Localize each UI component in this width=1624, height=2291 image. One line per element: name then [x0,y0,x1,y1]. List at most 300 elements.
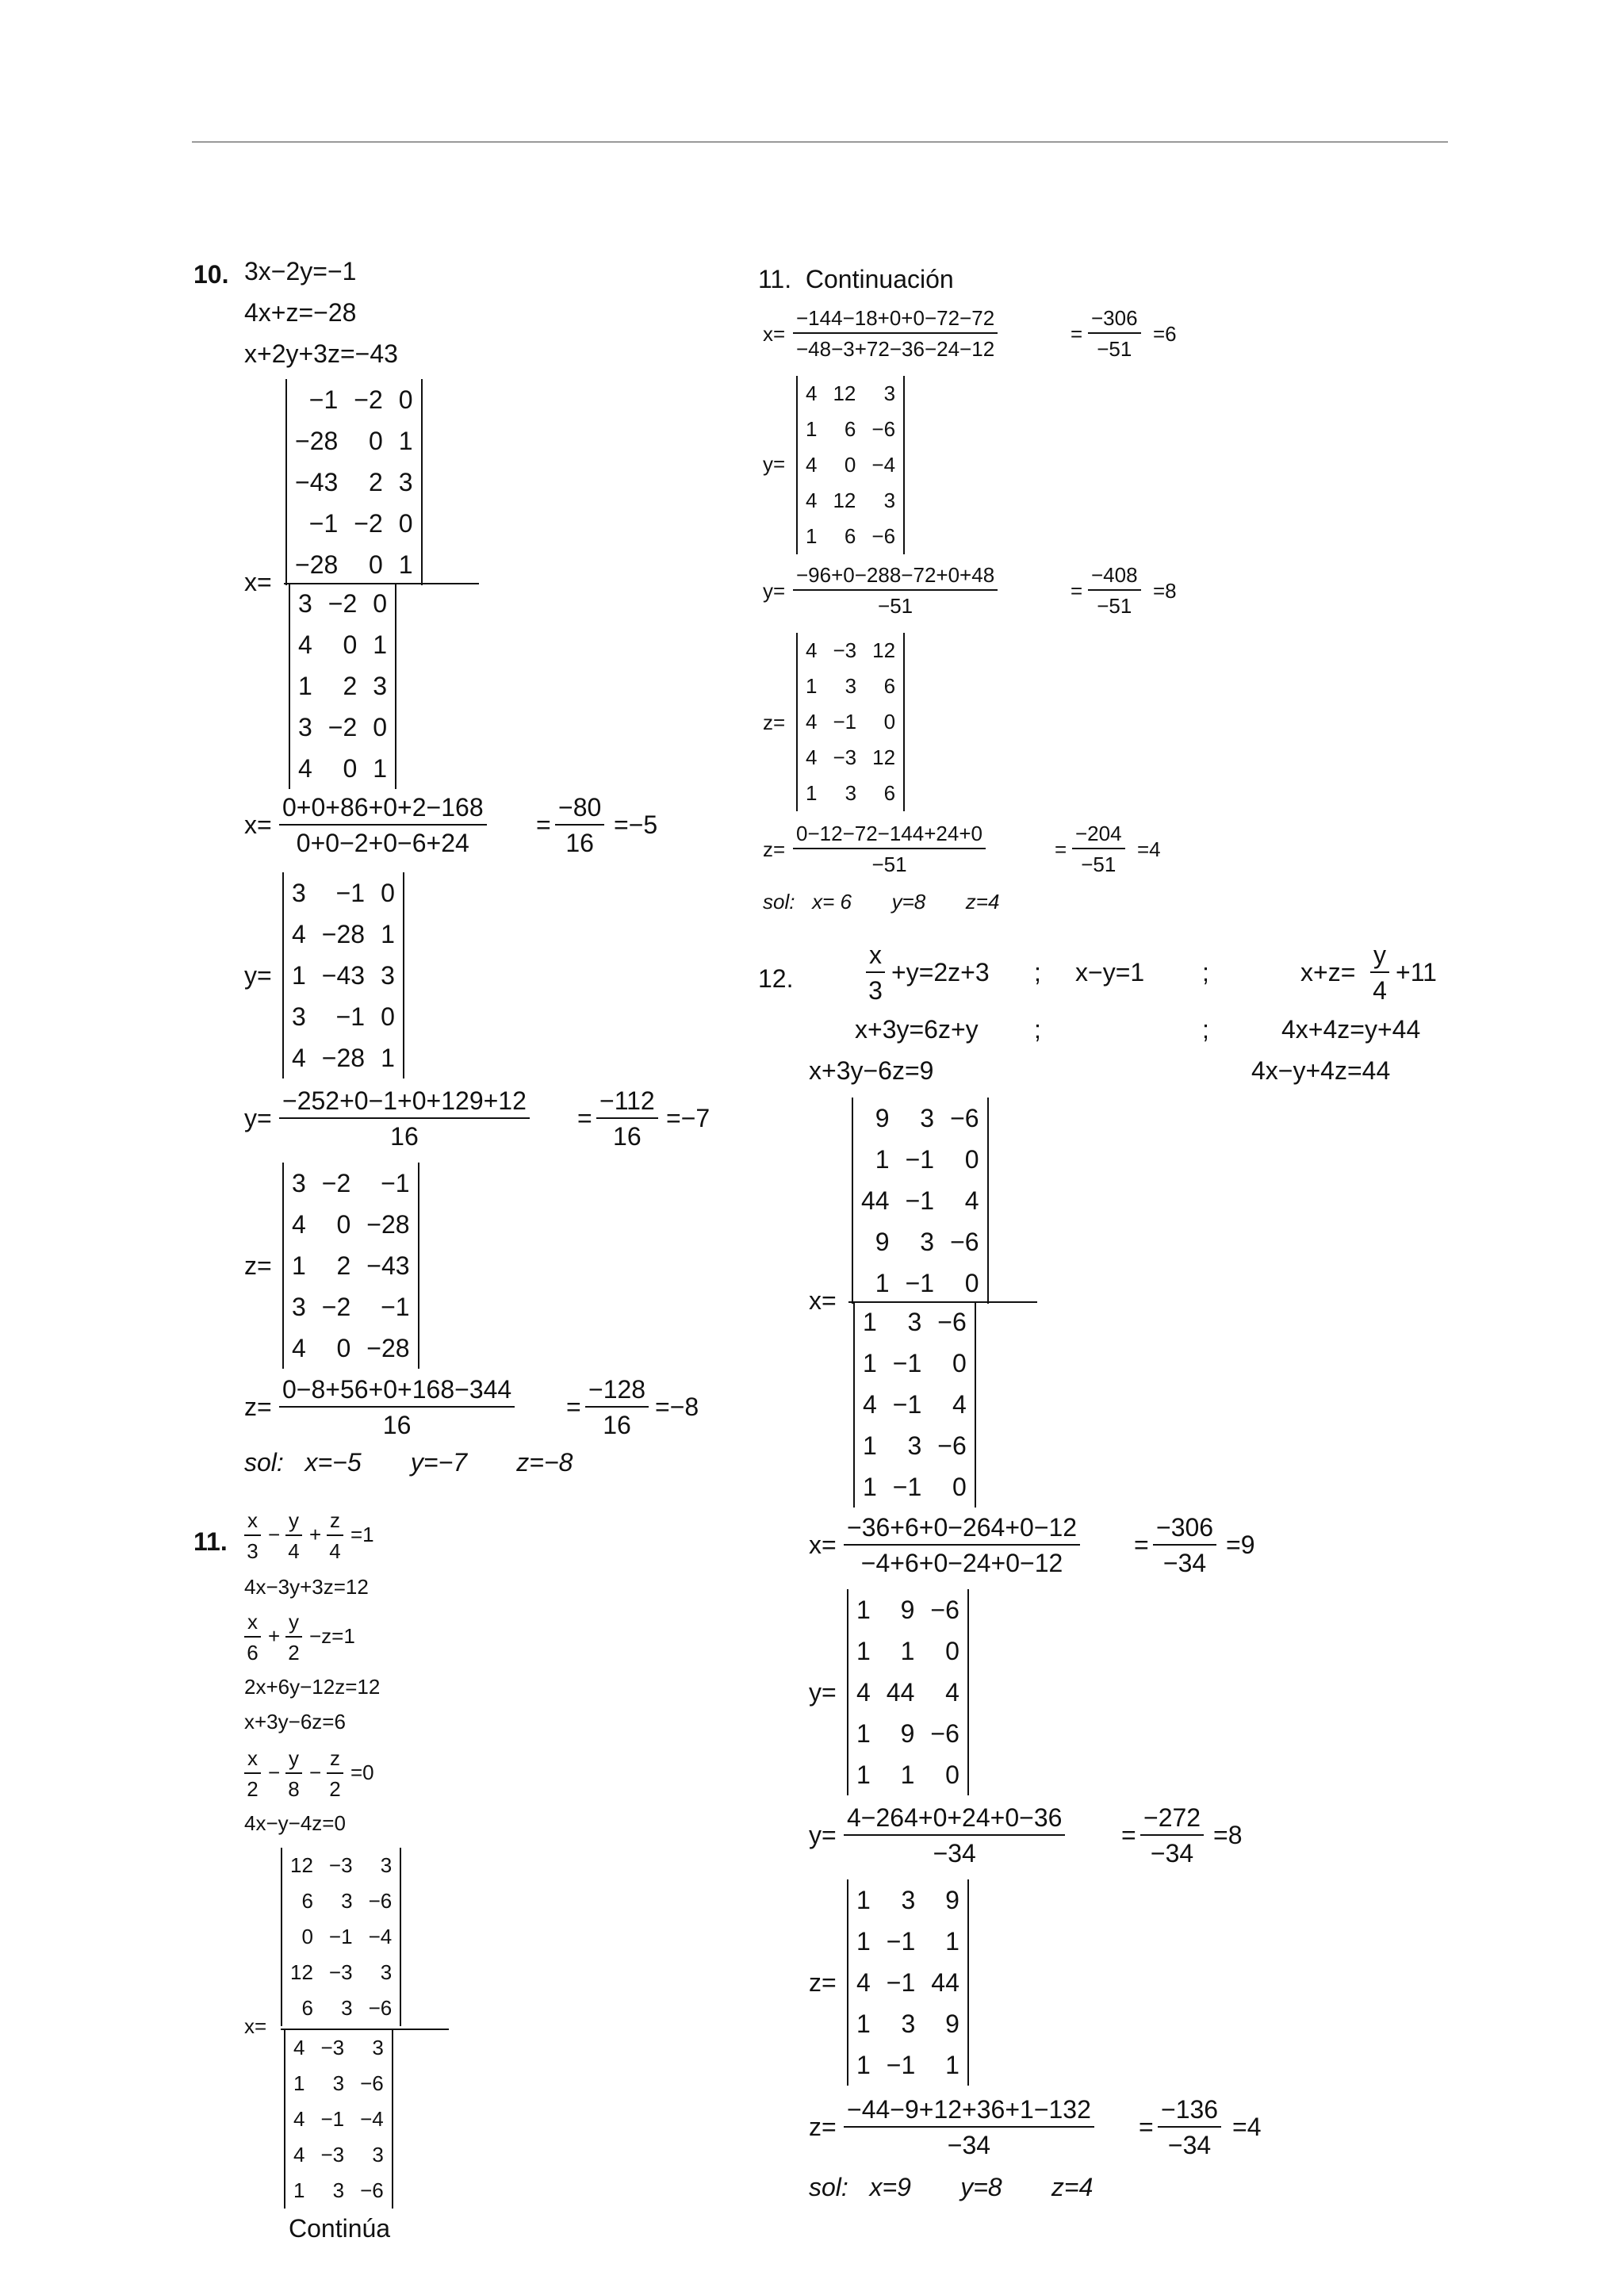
x-result: =−5 [614,810,658,839]
problem-10-number: 10. [193,260,229,289]
determinant-cell: 0 [381,878,395,907]
x-result-denominator: −34 [1162,1549,1207,1577]
determinant-row [853,1098,987,1139]
determinant-cell: 4 [292,1043,306,1072]
determinant-cell: 4 [806,745,818,769]
determinant-cell: −28 [321,1043,366,1072]
z-calc-numerator: 0−8+56+0+168−344 [279,1375,515,1408]
equals-sign: = [1134,1531,1149,1559]
determinant-cell: 0 [964,1144,979,1174]
determinant-cell: −6 [950,1103,979,1132]
fraction-denominator: 2 [329,1777,341,1801]
determinant-cell: 1 [856,2009,871,2038]
determinant-cell: −1 [381,1168,410,1197]
equation-fractional-1 [244,1508,403,1562]
determinant-cell: 12 [290,1853,313,1877]
fraction-denominator: 3 [868,976,883,1005]
determinant-row [848,1879,967,1921]
determinant-cell: 1 [856,1636,871,1665]
determinant-row [848,1962,967,2003]
determinant-cell: −43 [366,1251,410,1280]
determinant-cell: −28 [295,550,339,579]
determinant-cell: 1 [900,1760,915,1789]
z-result-numerator: −204 [1072,822,1125,849]
determinant-cell: 12 [872,638,896,662]
determinant-row [282,1848,400,1883]
determinant-cell: −6 [871,417,896,441]
determinant-cell: −1 [886,1967,916,1997]
x-calc-numerator: −144−18+0+0−72−72 [793,306,998,334]
equals-sign: = [1121,1821,1136,1849]
x-label: x= [809,1286,837,1315]
determinant-cell: 0 [336,1333,351,1362]
determinant-cell: −43 [295,467,339,496]
determinant-cell: 4 [952,1389,967,1419]
determinant-cell: 3 [845,674,857,698]
separator: ; [1202,958,1209,987]
determinant-cell: −28 [366,1333,410,1362]
determinant-cell: −6 [930,1595,959,1624]
y-result: =8 [1213,1821,1243,1849]
solution-11: sol: x= 6 y=8 z=4 [763,890,1000,914]
determinant-cell: 3 [883,381,896,405]
z-calc-denominator: −34 [947,2131,991,2159]
continua-label: Continúa [289,2214,391,2243]
determinant-row [848,1589,967,1630]
determinant-cell: 3 [907,1307,922,1336]
determinant-cell: −2 [327,712,358,741]
x-calc-denominator: −4+6+0−24+0−12 [860,1549,1063,1577]
determinant-row [284,955,403,996]
operator: + [268,1624,281,1648]
equals-sign: = [577,1104,592,1132]
x-calc-lhs: x= [244,810,272,839]
x-denominator-determinant [853,1301,976,1508]
determinant-cell: 1 [863,1348,877,1377]
fraction-numerator: x [244,1508,261,1536]
determinant-row [853,1262,987,1304]
determinant-cell: 3 [373,671,388,700]
fraction-denominator: 4 [329,1539,341,1563]
determinant-row [290,583,395,624]
determinant-row [798,447,903,483]
z-calc-fraction [279,1375,515,1440]
x-calc-lhs: x= [763,322,786,346]
determinant-cell: 3 [332,2178,345,2202]
determinant-cell: 0 [398,508,413,538]
y-calc-numerator: −96+0−288−72+0+48 [793,563,998,591]
z-determinant [796,633,905,811]
determinant-row [290,665,395,707]
y-result-denominator: −51 [1097,594,1132,618]
z-label: z= [763,711,786,734]
x-result-denominator: −51 [1097,337,1132,361]
determinant-cell: 1 [292,1251,306,1280]
determinant-row [284,1327,418,1369]
determinant-cell: −3 [833,745,857,769]
problem-11-number: 11. [193,1527,228,1556]
determinant-row [798,483,903,519]
eq-a-tail: +y=2z+3 [891,958,990,987]
determinant-cell: −3 [328,1853,353,1877]
fraction-numerator: z [327,1508,343,1536]
determinant-cell: 0 [398,385,413,414]
determinant-cell: 3 [292,1168,306,1197]
fraction-denominator: 2 [288,1641,300,1665]
determinant-cell: 4 [806,453,818,477]
z-label: z= [809,1968,837,1997]
x-label: x= [244,568,272,596]
fraction-denominator: 4 [288,1539,300,1563]
determinant-row [855,1301,975,1343]
x-result-fraction [555,793,604,858]
determinant-row [284,1204,418,1245]
y-calc-fraction [279,1086,530,1151]
y-result-denominator: 16 [613,1122,642,1151]
fraction-numerator: y [1370,941,1389,973]
y-calc-denominator: −51 [878,594,914,618]
determinant-cell: −2 [321,1168,351,1197]
x-result-numerator: −80 [555,793,604,826]
determinant-cell: 1 [381,1043,395,1072]
equation-e1: 4x−3y+3z=12 [244,1575,369,1599]
determinant-cell: 0 [368,426,383,455]
z-result-denominator: −34 [1167,2131,1212,2159]
determinant-cell: 1 [398,426,413,455]
determinant-row [287,544,421,585]
determinant-row [285,2137,392,2173]
eq-row2-b: 4x+4z=y+44 [1281,1015,1421,1044]
determinant-cell: −2 [321,1292,351,1321]
z-result-numerator: −136 [1158,2095,1221,2128]
equation-fractional-2 [244,1610,403,1664]
y-result-fraction [596,1086,658,1151]
x-label: x= [244,2014,267,2038]
determinant-row [290,748,395,789]
equation-tail: −z=1 [309,1624,355,1648]
determinant-row [848,2044,967,2086]
determinant-row [282,1883,400,1919]
determinant-row [853,1139,987,1180]
z-result-fraction [1158,2095,1221,2160]
determinant-cell: 1 [293,2071,305,2095]
x-numerator-determinant [281,1848,401,2026]
determinant-row [284,1286,418,1327]
determinant-row [848,1921,967,1962]
determinant-cell: 0 [945,1636,959,1665]
eq-c-tail: +11 [1396,958,1437,987]
equation-tail: =1 [350,1523,374,1546]
y-label: y= [244,961,272,990]
y-label: y= [763,452,786,476]
determinant-cell: 3 [380,1853,393,1877]
y-determinant [847,1589,969,1795]
determinant-row [855,1343,975,1384]
determinant-cell: 3 [332,2071,345,2095]
z-determinant [847,1879,969,2086]
fraction-denominator: 8 [288,1777,300,1801]
determinant-row [284,1245,418,1286]
operator: − [268,1760,281,1784]
problem-12-number: 12. [758,964,794,993]
operator: − [268,1523,281,1546]
determinant-cell: 4 [806,488,818,512]
z-label: z= [244,1251,272,1280]
determinant-cell: 1 [856,1595,871,1624]
determinant-row [855,1384,975,1425]
determinant-cell: −2 [354,508,383,538]
determinant-cell: 6 [301,1996,313,2020]
determinant-cell: 4 [806,710,818,734]
determinant-cell: 3 [920,1103,935,1132]
z-result-fraction [585,1375,649,1440]
determinant-cell: −1 [308,385,339,414]
x-calc-denominator: −48−3+72−36−24−12 [796,337,995,361]
z-result: =4 [1232,2113,1262,2141]
determinant-cell: 6 [844,524,856,548]
determinant-cell: 1 [806,524,818,548]
y-result: =8 [1153,579,1177,603]
x-calc-numerator: 0+0+86+0+2−168 [279,793,487,826]
determinant-row [290,707,395,748]
determinant-cell: 0 [343,630,358,659]
determinant-cell: 0 [964,1268,979,1297]
equals-sign: = [1071,579,1083,603]
determinant-cell: 3 [907,1431,922,1460]
eq-row3-a: x+3y−6z=9 [809,1056,934,1085]
determinant-row [848,1713,967,1754]
determinant-cell: 1 [373,630,388,659]
determinant-cell: −1 [833,710,857,734]
determinant-cell: 1 [806,781,818,805]
determinant-cell: 2 [368,467,383,496]
determinant-cell: 9 [875,1227,890,1256]
determinant-cell: 3 [380,1960,393,1984]
determinant-cell: 3 [920,1227,935,1256]
z-calc-denominator: −51 [871,852,907,876]
z-calc-denominator: 16 [382,1411,412,1439]
determinant-cell: 12 [833,381,856,405]
determinant-row [798,704,903,740]
equation-1: 3x−2y=−1 [244,257,357,285]
fraction-numerator: y [285,1508,302,1536]
determinant-cell: 1 [381,919,395,948]
eq-c-fraction [1370,941,1389,1006]
determinant-cell: 4 [856,1967,871,1997]
determinant-cell: 3 [341,1996,353,2020]
determinant-cell: −28 [366,1209,410,1239]
continuation-title: 11. Continuación [758,265,954,293]
determinant-row [798,519,903,554]
determinant-row [285,2066,392,2101]
determinant-cell: −1 [905,1144,935,1174]
x-result: =9 [1226,1531,1255,1559]
determinant-row [287,420,421,462]
determinant-cell: 1 [856,1926,871,1956]
determinant-row [282,1919,400,1955]
operator: − [309,1760,322,1784]
determinant-row [284,914,403,955]
x-result-fraction [1088,306,1141,362]
determinant-row [282,1955,400,1990]
determinant-cell: −4 [368,1925,393,1948]
determinant-row [287,379,421,420]
determinant-row [282,1990,400,2026]
determinant-cell: 1 [863,1431,877,1460]
determinant-cell: 0 [373,588,388,618]
eq-b: x−y=1 [1075,958,1145,987]
determinant-cell: 1 [856,2050,871,2079]
determinant-cell: −1 [905,1268,935,1297]
determinant-cell: 3 [292,1002,306,1031]
determinant-cell: −1 [892,1389,922,1419]
header-rule [192,141,1448,143]
determinant-cell: −2 [354,385,383,414]
determinant-cell: −3 [320,2036,345,2059]
determinant-cell: −4 [871,453,896,477]
determinant-cell: −43 [321,960,366,990]
determinant-cell: 12 [833,488,856,512]
determinant-row [798,633,903,669]
y-calc-lhs: y= [763,579,786,603]
determinant-cell: 3 [298,588,312,618]
determinant-cell: −1 [886,1926,916,1956]
x-calc-numerator: −36+6+0−264+0−12 [844,1513,1080,1546]
x-calc-fraction [793,306,998,362]
determinant-cell: 4 [298,753,312,783]
z-calc-fraction [844,2095,1094,2160]
determinant-cell: −6 [937,1307,967,1336]
z-result: =−8 [655,1393,699,1421]
determinant-cell: −3 [320,2143,345,2166]
fraction-numerator: x [866,941,885,973]
determinant-cell: 4 [292,1209,306,1239]
determinant-cell: 0 [883,710,896,734]
determinant-cell: 1 [373,753,388,783]
determinant-row [285,2101,392,2137]
determinant-cell: 3 [845,781,857,805]
determinant-cell: 4 [298,630,312,659]
determinant-cell: 12 [872,745,896,769]
determinant-cell: 1 [856,1760,871,1789]
x-calc-fraction [844,1513,1080,1578]
determinant-row [855,1425,975,1466]
z-calc-lhs: z= [763,837,786,861]
z-calc-lhs: z= [244,1393,272,1421]
determinant-cell: 0 [336,1209,351,1239]
y-calc-numerator: −252+0−1+0+129+12 [279,1086,530,1119]
fraction-numerator: x [244,1746,261,1774]
determinant-row [853,1221,987,1262]
determinant-cell: 1 [863,1472,877,1501]
determinant-cell: −6 [360,2071,384,2095]
determinant-cell: 3 [372,2143,384,2166]
separator: ; [1034,958,1041,987]
determinant-row [284,1163,418,1204]
determinant-cell: 6 [301,1889,313,1913]
y-result-numerator: −272 [1140,1803,1204,1836]
determinant-cell: −6 [950,1227,979,1256]
determinant-cell: −28 [295,426,339,455]
determinant-cell: −1 [892,1472,922,1501]
y-result-denominator: −34 [1150,1839,1194,1868]
determinant-row [285,2173,392,2209]
determinant-cell: −3 [833,638,857,662]
determinant-cell: 6 [883,674,896,698]
determinant-row [284,1037,403,1078]
z-result-fraction [1072,822,1125,877]
determinant-cell: 3 [372,2036,384,2059]
determinant-row [848,1754,967,1795]
determinant-cell: 2 [343,671,358,700]
fraction-numerator: y [285,1610,302,1638]
solution-12: sol: x=9 y=8 z=4 [809,2173,1094,2201]
x-result-numerator: −306 [1153,1513,1216,1546]
y-calc-fraction [844,1803,1065,1868]
determinant-cell: 4 [806,381,818,405]
determinant-cell: −2 [327,588,358,618]
determinant-cell: 0 [844,453,856,477]
determinant-row [285,2030,392,2066]
determinant-cell: 44 [931,1967,959,1997]
determinant-cell: 4 [293,2036,305,2059]
y-label: y= [809,1678,837,1707]
determinant-cell: 44 [861,1186,890,1215]
determinant-cell: 1 [806,674,818,698]
equation-e2: 2x+6y−12z=12 [244,1675,381,1699]
equation-e4: 4x−y−4z=0 [244,1811,346,1835]
separator: ; [1034,1015,1041,1044]
z-calc-numerator: 0−12−72−144+24+0 [793,822,986,849]
fraction-denominator: 3 [247,1539,259,1563]
determinant-cell: 4 [292,919,306,948]
determinant-row [287,503,421,544]
y-determinant [282,872,404,1078]
fraction-numerator: z [327,1746,343,1774]
determinant-cell: −28 [321,919,366,948]
determinant-cell: 9 [945,1885,959,1914]
y-calc-denominator: −34 [933,1839,976,1868]
determinant-cell: 3 [398,467,413,496]
equals-sign: = [1071,322,1083,346]
y-result-fraction [1140,1803,1204,1868]
determinant-cell: −6 [871,524,896,548]
determinant-cell: 0 [952,1348,967,1377]
determinant-cell: −1 [308,508,339,538]
equation-tail: =0 [350,1760,374,1784]
y-result-numerator: −408 [1088,563,1141,591]
determinant-cell: 4 [945,1677,959,1707]
determinant-cell: 1 [900,1636,915,1665]
determinant-cell: 4 [806,638,818,662]
determinant-cell: 3 [292,1292,306,1321]
determinant-row [848,1672,967,1713]
determinant-cell: 4 [863,1389,877,1419]
equals-sign: = [1055,837,1067,861]
determinant-cell: 3 [901,1885,916,1914]
determinant-cell: 9 [900,1595,915,1624]
determinant-cell: 4 [964,1186,979,1215]
determinant-cell: −1 [328,1925,353,1948]
determinant-row [853,1180,987,1221]
determinant-row [290,624,395,665]
equation-3: x+2y+3z=−43 [244,339,398,368]
x-denominator-determinant [289,583,396,789]
determinant-cell: 1 [945,1926,959,1956]
determinant-cell: −3 [328,1960,353,1984]
y-calc-fraction [793,563,998,619]
z-result-denominator: 16 [603,1411,631,1439]
